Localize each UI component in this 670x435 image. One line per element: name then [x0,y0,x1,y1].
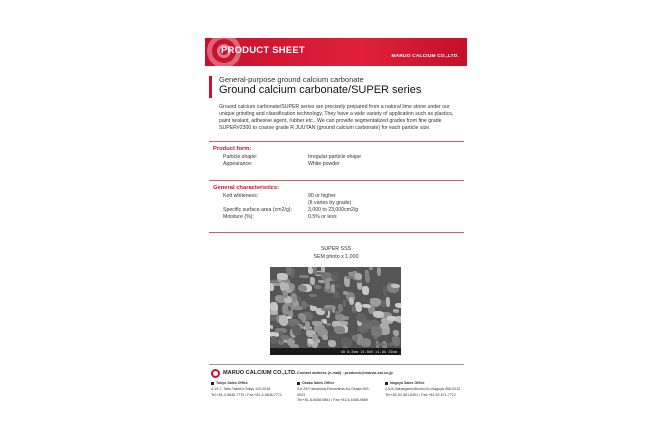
intro-line: unique grinding and classification technology. They have a wide variety of application such as plastics, [219,111,454,118]
intro-line: paint sealant, adhesive agent, rubber etc.. We can provide segmentalized grades from fine grade [219,118,442,125]
sem-particle [386,297,390,306]
sem-particle [322,335,327,340]
header-banner [205,38,467,66]
office-name: Nagoya Sales Office [385,381,463,387]
sem-particle [342,316,349,320]
sem-particle [355,273,362,280]
office-address: 5-6-25 Fukushima,Fukushima-Ku,Osaka 553-0003 [297,386,370,397]
sem-particle [395,303,401,308]
sem-particle [283,279,289,283]
characteristics-row [223,214,453,221]
sem-particle [360,338,371,346]
sem-particle [343,291,347,295]
intro-line: Ground calcium carbonate/SUPER series are precisely prepared from a natural lime stone under our [219,104,450,110]
sem-particle [387,316,397,321]
sem-particle [371,326,382,336]
row-value: Irregular particle shape [308,154,362,160]
sem-particle [305,321,310,331]
row-value: 0.5% or less [308,214,337,220]
office-name: Osaka Sales Office [297,381,375,387]
office-tel: Tel:+81-3-5846-7770 / Fax:+81-3-5846-7771 [211,392,282,397]
office-tel: Tel:+81-52-681-6301 / Fax:+81-52-671-7712 [385,392,456,397]
sem-particle [301,301,308,309]
sem-particle [331,284,334,293]
product-title: Ground calcium carbonate/SUPER series [219,84,422,96]
banner-brand: MARUO CALCIUM CO.,LTD. [391,54,459,59]
product-form-heading: Product form: [213,146,252,152]
characteristics-row [223,193,453,200]
row-key: Particle shape: [223,154,258,160]
row-value: White powder [308,161,340,167]
title-accent-bar [209,76,212,98]
sem-particle [362,286,369,294]
banner-title: PRODUCT SHEET [221,45,305,56]
row-key: Kett whiteness: [223,193,259,199]
sem-particle [271,336,277,345]
sem-particle [343,300,346,306]
sem-particle [393,330,399,336]
sem-particle [270,283,274,291]
office-address: 4-19-7, Taito,TaitoKu,Tokyo 110-0016 [211,386,271,391]
office-osaka [297,381,375,404]
row-value: 3,000 to 23,000cm2/g [308,207,359,213]
product-sheet-page [205,0,467,435]
sem-particle [370,298,381,305]
sem-particle [299,275,308,278]
sem-particle [377,267,381,276]
sem-scale-text: 40 0.5mm 15.0kV x1.0k 30um [340,350,397,354]
figure-caption-subtitle: SEM photo x 1,000 [313,254,359,260]
sem-particle [312,321,322,326]
characteristics-row [223,207,453,214]
sem-particle [328,340,335,346]
office-nagoya [385,381,463,398]
sem-particle [338,304,344,312]
sem-particle [277,273,288,279]
sem-particle [297,296,301,302]
sem-particle [392,336,400,345]
sem-particle [393,309,400,313]
office-address: 2-6-6,Sakaegami,Mizuho-Ku,Nagoya 456-0012 [385,386,461,391]
office-tel: Tel:+81-6-6458-9861 / Fax:+81-6-6458-9869 [297,398,368,403]
sem-particle [270,315,276,322]
sem-particle [279,315,288,326]
product-form-row [223,161,453,168]
sem-particle [298,285,307,292]
sem-particle [334,326,345,333]
sem-particle [325,279,330,290]
sem-particle [313,267,317,275]
sem-particle [331,272,339,280]
sem-particle [310,277,315,284]
sem-particle [270,325,273,329]
sem-particle [292,325,301,335]
row-key: Appearance: [223,161,253,167]
row-value: (It varies by grade) [308,200,352,206]
product-subtitle: General-purpose ground calcium carbonate [219,75,364,84]
section-divider [209,180,464,181]
sem-particle [391,284,400,289]
sem-particle [352,306,356,313]
sem-particle [341,338,352,347]
row-key: Specific surface area (cm2/g): [223,207,292,213]
sem-particle [270,311,278,315]
row-key: Moisture (%): [223,214,254,220]
sem-particle [281,335,289,340]
sem-particle [352,335,358,341]
sem-scale-bar [270,348,401,355]
sem-particle [310,306,316,311]
section-divider [209,232,464,233]
sem-particle [286,289,292,293]
intro-paragraph [219,104,459,132]
office-name: Tokyo Sales Office [211,381,289,387]
figure-caption-title: SUPER SSS [320,246,352,252]
sem-particle [365,273,371,284]
section-divider [209,141,464,142]
sem-particle [288,306,292,311]
sem-particle [335,284,341,288]
general-characteristics-heading: General characteristics: [213,185,280,191]
sem-particle [326,323,332,326]
footer-brand: MARUO CALCIUM CO.,LTD. [223,370,297,376]
company-logo-icon [211,369,220,378]
footer-divider [209,364,464,365]
sem-particle [309,294,317,297]
intro-line: SUPER#2300 to coarse grade R JUUTAN (ground calcium carbonate) for each particle size. [219,125,431,132]
sem-particle [349,297,354,306]
sem-photo [270,267,401,355]
sem-particle [359,319,370,323]
sem-particle [314,285,320,289]
sem-particle [312,334,318,342]
row-value: 90 or higher [308,193,336,199]
office-tokyo [211,381,289,398]
footer-contact: Contact address (e-mail) : products@maruo-cal.co.jp [297,371,393,375]
product-form-row [223,154,453,161]
characteristics-row [223,200,453,207]
sem-particle [369,267,373,270]
sem-particle [373,311,384,318]
